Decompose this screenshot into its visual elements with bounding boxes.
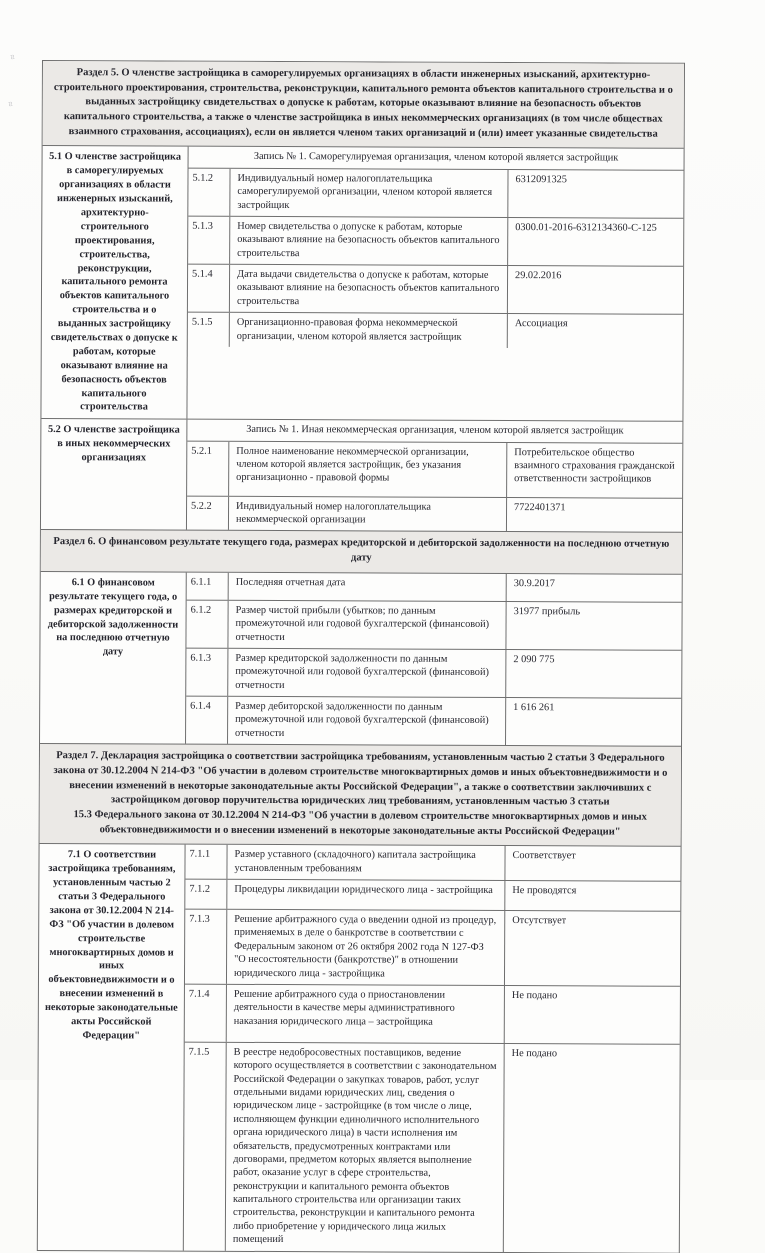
- row-number: 6.1.3: [186, 649, 228, 696]
- table-row: [186, 648, 681, 698]
- row-number: 5.2.2: [187, 496, 229, 530]
- row-description: Дата выдачи свидетельства о допуске к работам, которые оказывают влияние на безопасность объектов капитального строительства: [230, 265, 508, 313]
- section-5-title: Раздел 5. О членстве застройщика в саморегулируемых организациях в области инженерных изысканий, архитектурно-строительного проектирования, строительства, реконструкции, капитального ремонта объектов капитального строительства и о выданных застройщику свидетельствах о допуске к работам, которые оказывают влияние на безопасность объектов капитального строительства, а также о членстве застройщика в иных некоммерческих организациях (в том числе обществах взаимного страхования, ассоциациях), если он является членом таких организаций и (или) имеет указанные свидетельства: [43, 61, 684, 148]
- table-row: [187, 441, 682, 497]
- row-description: Номер свидетельства о допуске к работам, которые оказывают влияние на безопасность объектов капитального строительства: [230, 217, 508, 265]
- block-5-1: [41, 145, 683, 421]
- row-value: Не проводятся: [512, 885, 577, 897]
- row-value: Ассоциация: [514, 318, 568, 330]
- section-7-title-line2: 15.3 Федерального закона от 30.12.2004 N 214-ФЗ "Об участии в долевом строительстве многоквартирных домов и иных объектовнедвижимости и о внесении изменений в некоторые законодательные акты Российской Федерации": [73, 809, 647, 838]
- table-row: [186, 599, 681, 649]
- block-5-1-body: [187, 147, 683, 421]
- block-5-2-label: 5.2 О членстве застройщика в иных некоммерческих организациях: [41, 419, 187, 530]
- block-5-1-label: 5.1 О членстве застройщика в саморегулируемых организациях в области инженерных изысканий, архитектурно-строительного проектирования, строительства, реконструкции, капитального ремонта объектов капитального строительства и о выданных застройщику свидетельствах о допуске к работам, которые оказывают влияние на безопасность объектов капитального строительства: [41, 146, 188, 419]
- table-row: [185, 909, 680, 986]
- table-row: [184, 1042, 680, 1253]
- row-number: 6.1.4: [186, 697, 228, 744]
- block-7-1-body: [184, 845, 681, 1252]
- row-number: 7.1.2: [185, 880, 227, 909]
- section-7-title: [40, 743, 681, 846]
- block-5-2-body: [187, 420, 682, 532]
- block-6-1-body: [186, 572, 682, 746]
- section-6-title: Раздел 6. О финансовом результате текущего года, размерах кредиторской и дебиторской задолженности на последнюю отчетную дату: [41, 529, 682, 573]
- row-value: 29.02.2016: [515, 270, 562, 282]
- row-description: Индивидуальный номер налогоплательщика саморегулируемой организации, членом которой является застройщик: [230, 169, 508, 217]
- row-value: 6312091325: [515, 173, 567, 186]
- row-value: 31977 прибыль: [513, 605, 581, 618]
- block-6-1: [40, 571, 682, 746]
- row-description: Решение арбитражного суда о приостановлении деятельности в качестве меры административного наказания юридического лица – застройщика: [227, 985, 505, 1043]
- block-7-1: [38, 843, 681, 1252]
- row-number: 5.1.4: [188, 265, 230, 312]
- table-row: [188, 312, 683, 349]
- section-7-title-line1: Раздел 7. Декларация застройщика о соответствии застройщика требованиям, установленным частью 2 статьи 3 Федерального закона от 30.12.2004 N 214-ФЗ "Об участии в долевом строительстве многоквартирных домов и иных объектовнедвижимости и о внесении изменений в некоторые законодательные акты Российской Федерации", а также о соответствии заключивших с застройщиком договор поручительства юридических лиц требованиям, установленным частью 3 статьи: [53, 750, 668, 808]
- row-description: Последняя отчетная дата: [229, 573, 507, 601]
- margin-pencil-mark: ≈: [5, 100, 16, 108]
- row-description: Процедуры ликвидации юридического лица - застройщика: [227, 880, 505, 910]
- row-number: 7.1.5: [184, 1043, 227, 1251]
- table-row: [188, 264, 683, 314]
- table-row: [185, 984, 680, 1044]
- block-5-2: [41, 418, 682, 532]
- row-description: Полное наименование некоммерческой организации, членом которой является застройщик, без указания организационно - правовой формы: [229, 442, 507, 497]
- row-number: 6.1.1: [187, 572, 229, 599]
- row-value: 7722401371: [514, 501, 566, 514]
- row-description: Размер уставного (складочного) капитала застройщика установленным требованиям: [227, 845, 505, 880]
- table-row: [188, 168, 683, 217]
- record-header-5-2: Запись № 1. Иная некоммерческая организация, членом которой является застройщик: [187, 420, 682, 444]
- table-row: [188, 216, 683, 266]
- row-value: 1 616 261: [513, 702, 555, 714]
- row-value: 2 090 775: [513, 654, 555, 666]
- row-number: 5.2.1: [187, 441, 229, 495]
- table-row: [185, 845, 680, 881]
- row-number: 7.1.1: [185, 845, 227, 879]
- row-description: Индивидуальный номер налогоплательщика некоммерческой организации: [229, 497, 507, 532]
- row-number: 5.1.2: [188, 168, 230, 215]
- table-row: [187, 495, 682, 532]
- row-value: Не подано: [511, 990, 558, 1002]
- row-description: Организационно-правовая форма некоммерческой организации, членом которой является застройщик: [230, 313, 508, 348]
- row-description: Решение арбитражного суда о введении одной из процедур, применяемых в деле о банкротстве в соответствии с Федеральным законом от 26 октября 2002 года N 127-ФЗ "О несостоятельности (банкротстве)" в отношении юридического лица - застройщика: [227, 910, 505, 985]
- row-value: Не подано: [511, 1048, 558, 1060]
- block-6-1-label: 6.1 О финансовом результате текущего года, о размерах кредиторской и дебиторской задолженности на последнюю отчетную дату: [40, 572, 187, 744]
- row-number: 7.1.3: [185, 910, 227, 984]
- row-value: 0300.01-2016-6312134360-С-125: [515, 222, 657, 234]
- row-value: Отсутствует: [512, 915, 567, 927]
- block-7-1-label: 7.1 О соответствии застройщика требованиям, установленным частью 2 статьи 3 Федерального закона от 30.12.2004 N 214-ФЗ "Об участии в долевом строительстве многоквартирных домов и иных объектовнедвижимости и о внесении изменений в некоторые законодательные акты Российской Федерации": [38, 844, 186, 1250]
- row-number: 7.1.4: [185, 985, 227, 1042]
- declaration-table: [37, 60, 685, 1253]
- row-value: Потребительское общество взаимного страхования гражданской ответственности застройщиков: [514, 446, 675, 486]
- record-header-5-1: Запись № 1. Саморегулируемая организация, членом которой является застройщик: [189, 147, 684, 171]
- row-number: 5.1.5: [188, 313, 230, 347]
- table-row: [187, 572, 682, 601]
- row-number: 6.1.2: [186, 600, 228, 647]
- row-value: 30.9.2017: [513, 577, 555, 590]
- row-value: Соответствует: [512, 850, 576, 862]
- table-row: [185, 879, 680, 911]
- row-description: Размер кредиторской задолженности по данным промежуточной или годовой бухгалтерской (финансовой) отчетности: [228, 649, 506, 697]
- margin-pencil-mark: ≈: [7, 53, 18, 61]
- row-description: Размер чистой прибыли (убытков; по данным промежуточной или годовой бухгалтерской (финансовой) отчетности: [228, 601, 506, 649]
- row-number: 5.1.3: [188, 217, 230, 264]
- table-row: [186, 696, 681, 746]
- row-description: В реестре недобросовестных поставщиков, ведение которого осуществляется в соответствии с законодательном Российской Федерации о закупках товаров, работ, услуг отдельными видами юридических лиц, сведения о юридическом лице - застройщике (в том числе о лице, исполняющем функции единоличного исполнительного органа юридического лица) в части исполнения им обязательств, предусмотренных контрактами или договорами, предметом которых является выполнение работ, оказание услуг в сфере строительства, реконструкции и капитального ремонта объектов капитального строительства или организации таких строительства, реконструкции и капитального ремонта либо приобретение у юридического лица жилых помещений: [226, 1043, 505, 1252]
- row-description: Размер дебиторской задолженности по данным промежуточной или годовой бухгалтерской (финансовой) отчетности: [228, 697, 506, 745]
